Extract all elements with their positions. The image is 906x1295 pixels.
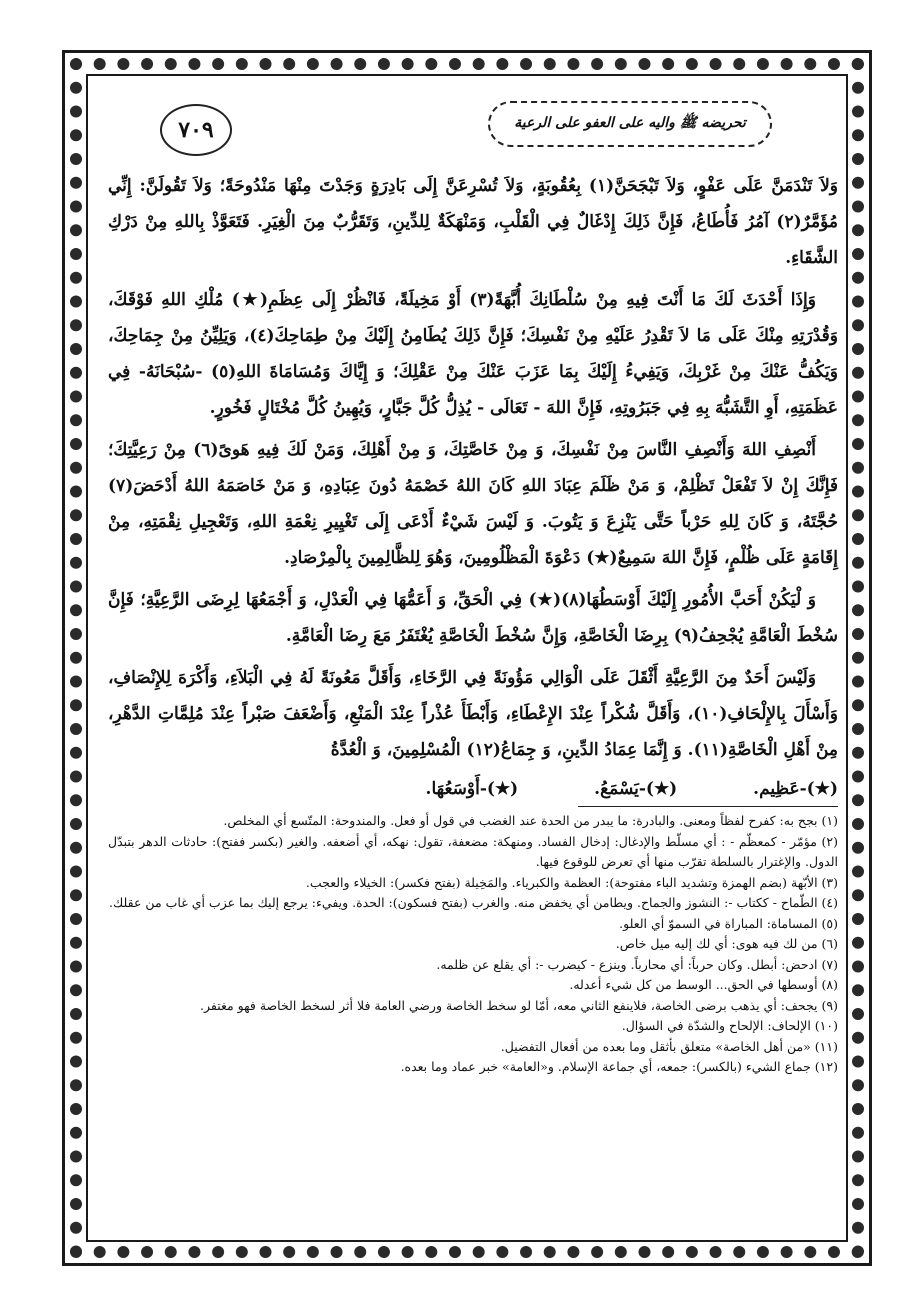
footnote: (٩) يجحف: أي يذهب برضى الخاصة، فلاينفع الثاني معه، أمّا لو سخط الخاصة ورضي العامة فلا أثر لسخط الخاصة فهو مغتفر. bbox=[200, 997, 838, 1013]
page-body bbox=[108, 168, 838, 1078]
star-note: (★)-عَظِيم. bbox=[753, 779, 838, 799]
chapter-header: تحريضه ﷺ واليه على العفو على الرعية bbox=[488, 101, 772, 147]
star-note: (★)-أَوْسَعُهَا. bbox=[425, 779, 519, 799]
page-number: ٧٠٩ bbox=[160, 104, 232, 156]
paragraph-1: وَلاَ تَنْدَمَنَّ عَلَى عَفْوٍ، وَلاَ تَبْجَحَنَّ(١) بِعُقُوبَةٍ، وَلاَ تُسْرِعَنَّ إِلَى بَادِرَةٍ وَجَدْتَ مِنْهَا مَنْدُوحَةً؛ وَلاَ تَقُولَنَّ: إِنِّي مُؤَمَّرٌ(٢) آمُرُ فَأُطَاعُ، فَإِنَّ ذَلِكَ إِدْغَالٌ فِي الْقَلْبِ، وَمَنْهَكَةٌ لِلدِّينِ، وَتَقَرُّبٌ مِنَ الْغِيَرِ. فَتَعَوَّذْ بِاللهِ مِنْ دَرْكِ الشَّقَاءِ. bbox=[108, 176, 838, 268]
paragraph-3: أَنْصِفِ اللهَ وَأَنْصِفِ النَّاسَ مِنْ نَفْسِكَ، وَ مِنْ خَاصَّتِكَ، وَ مِنْ أَهْلِكَ، وَمَنْ لَكَ فِيهِ هَوىً(٦) مِنْ رَعِيَّتِكَ؛ فَإِنَّكَ إِنْ لاَ تَفْعَلْ تَظْلِمْ، وَ مَنْ ظَلَمَ عِبَادَ اللهِ كَانَ اللهُ خَصْمَهُ دُونَ عِبَادِهِ، وَ مَنْ خَاصَمَهُ اللهُ أَدْحَضَ(٧) حُجَّتَهُ، وَ كَانَ لِلهِ حَرْباً حَتَّى يَنْزِعَ وَ يَتُوبَ. وَ لَيْسَ شَيْءٌ أَدْعَى إِلَى تَغْيِيرِ نِعْمَةِ اللهِ، وَتَعْجِيلِ نِقْمَتِهِ، مِنْ إِقَامَةٍ عَلَى ظُلْمٍ، فَإِنَّ اللهَ سَمِيعٌ(★) دَعْوَةَ الْمَظْلُومِينَ، وَهُوَ لِلظَّالِمِينَ بِالْمِرْصَادِ. bbox=[108, 440, 838, 568]
footnote: (١١) «من أهل الخاصة» متعلق بأثقل وما بعده من أفعال التفضيل. bbox=[500, 1038, 838, 1054]
star-note: (★)-يَسْمَعُ. bbox=[594, 779, 678, 799]
footnote: (٤) الطّماح - ككتاب -: النشوز والجماح. ويطامن أي يخفض منه. والغرب (بفتح فسكون): الحدة. ويفيء: يرجع إليك بما عزب أي غاب من عقلك. bbox=[109, 895, 838, 910]
footnote-divider bbox=[578, 806, 838, 807]
footnotes bbox=[108, 811, 838, 1078]
footnote: (١٢) جماع الشيء (بالكسر): جمعه، أي جماعة الإسلام. و«العامة» خبر عماد وما بعده. bbox=[400, 1059, 838, 1074]
footnote: (٧) ادحض: أبطل. وكان حرباً: أي محارباً. وينزع - كيضرب -: أي يقلع عن ظلمه. bbox=[436, 956, 838, 972]
footnote: (١) بجح به: كفرح لفظاً ومعنى. والبادرة: ما يبدر من الحدة عند الغضب في قول أو فعل. والمندوحة: المتّسع أي المخلص. bbox=[223, 813, 838, 828]
star-notes bbox=[108, 774, 838, 804]
footnote: (٨) أوسطها في الحق... الوسط من كل شيء أعدله. bbox=[569, 977, 838, 992]
footnote: (١٠) الإلحاف: الإلحاح والشدّة في السؤال. bbox=[621, 1018, 838, 1033]
paragraph-5: وَلَيْسَ أَحَدٌ مِنَ الرَّعِيَّةِ أَثْقَلَ عَلَى الْوَالِي مَؤُونَةً فِي الرَّخَاءِ، وَأَقَلَّ مَعُونَةً لَهُ فِي الْبَلاَءِ، وَأَكْرَهَ لِلإِنْصَافِ، وَأَسْأَلَ بِالإِلْحَافِ(١٠)، وَأَقَلَّ شُكْراً عِنْدَ الإِعْطَاءِ، وَأَبْطَأَ عُذْراً عِنْدَ الْمَنْعِ، وَأَضْعَفَ صَبْراً عِنْدَ مُلِمَّاتِ الدَّهْرِ، مِنْ أَهْلِ الْخَاصَّةِ(١١). وَ إِنَّمَا عِمَادُ الدِّينِ، وَ جِمَاعُ(١٢) الْمُسْلِمِينَ، وَ الْعُدَّةُ bbox=[108, 668, 838, 760]
paragraph-4: وَ لْيَكُنْ أَحَبَّ الأُمُورِ إِلَيْكَ أَوْسَطُهَا(٨)(★) فِي الْحَقِّ، وَ أَعَمُّهَا فِي الْعَدْلِ، وَ أَجْمَعُهَا لِرِضَى الرَّعِيَّةِ؛ فَإِنَّ سُخْطَ الْعَامَّةِ يُجْحِفُ(٩) بِرِضَا الْخَاصَّةِ، وَإِنَّ سُخْطَ الْخَاصَّةِ يُغْتَفَرُ مَعَ رِضَا الْعَامَّةِ. bbox=[108, 590, 838, 646]
footnote: (٢) مؤمّر - كمعظّم - : أي مسلّط والإدغال: إدخال الفساد. ومنهكة: مضعفة، تقول: نهكه، أي أضعفه. والغير (بكسر ففتح): حادثات الدهر بتبدّل الدول. والإغترار بالسلطة تقرّب منها أي تعرض للوقوع فيها. bbox=[108, 833, 838, 869]
footnote: (٥) المساماة: المباراة في السموّ أي العلو. bbox=[619, 915, 838, 931]
paragraph-2: وَإِذَا أَحْدَثَ لَكَ مَا أَنْتَ فِيهِ مِنْ سُلْطَانِكَ أُبَّهَةً(٣) أَوْ مَخِيلَةً، فَانْظُرْ إِلَى عِظَمِ(★) مُلْكِ اللهِ فَوْقَكَ، وَقُدْرَتِهِ مِنْكَ عَلَى مَا لاَ تَقْدِرُ عَلَيْهِ مِنْ نَفْسِكَ؛ فَإِنَّ ذَلِكَ يُطَامِنُ إِلَيْكَ مِنْ طِمَاحِكَ(٤)، وَيَلِيِّنُ مِنْ جِمَاحِكَ، وَيَكُفُّ عَنْكَ مِنْ غَرْبِكَ، وَيَفِيءُ إِلَيْكَ بِمَا عَزَبَ عَنْكَ مِنْ عَقْلِكَ؛ وَ إِيَّاكَ وَمُسَامَاةَ اللهِ(٥) -سُبْحَانَهُ- فِي عَظَمَتِهِ، أَوِ التَّشَبُّهَ بِهِ فِي جَبَرُوتِهِ، فَإِنَّ اللهَ - تَعَالَى - يُذِلُّ كُلَّ جَبَّارٍ، وَيُهِينُ كُلَّ مُخْتَالٍ فَخُورٍ. bbox=[108, 290, 839, 418]
footnote: (٦) من لك فيه هوى: أي لك إليه ميل خاص. bbox=[615, 936, 838, 951]
footnote: (٣) الأبّهة (بضم الهمزة وتشديد الباء مفتوحة): العظمة والكبرياء. والمَخِيلة (بفتح فكسر): الخيلاء والعجب. bbox=[305, 874, 838, 890]
